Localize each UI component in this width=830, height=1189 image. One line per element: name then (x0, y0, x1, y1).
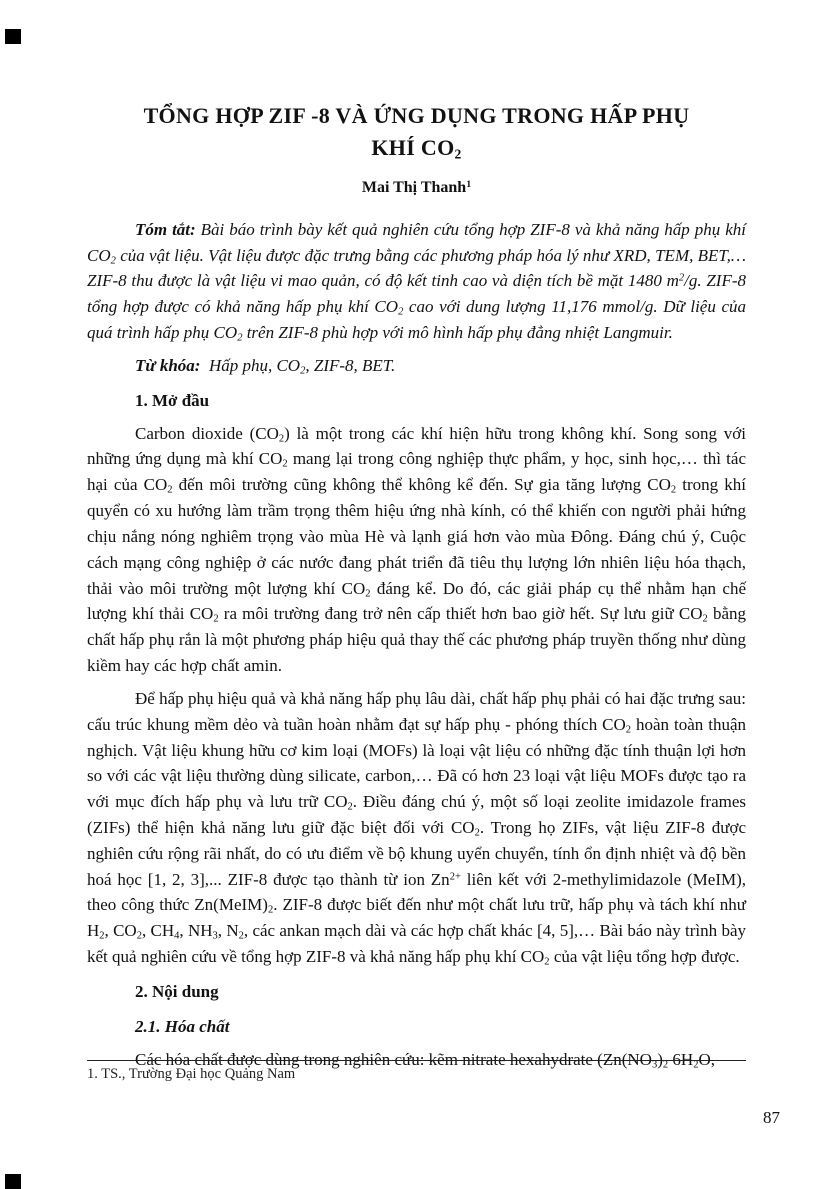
abstract (87, 217, 746, 346)
keywords (87, 353, 746, 379)
paragraph-1: Carbon dioxide $(CO_2)$ là một trong các khí hiện hữu trong không khí. Song song với những ứng dụng mà khí $CO_2$ mang lại trong công nghiệp thực phẩm, y học, sinh học,… thì tác hại của $CO_2$ đến môi trường cũng không thể không kể đến. Sự gia tăng lượng $CO_2$ trong khí quyển có xu hướng làm trầm trọng thêm hiệu ứng nhà kính, có thể khiến con người phải hứng chịu nắng nóng nghiêm trọng vào mùa Hè và lạnh giá hơn vào mùa Đông. Đáng chú ý, Cuộc cách mạng công nghiệp ở các nước đang phát triển đã tiêu thụ lượng lớn nhiên liệu hóa thạch, thải vào môi trường một lượng khí $CO_2$ đáng kể. Do đó, các giải pháp cụ thể nhằm hạn chế lượng khí thải $CO_2$ ra môi trường đang trở nên cấp thiết hơn bao giờ hết. Sự lưu giữ $CO_2$ bằng chất hấp phụ rắn là một phương pháp hiệu quả thay thế các phương pháp truyền thống như dùng kiềm hay các hợp chất amin. (87, 423, 747, 676)
keywords-label: Từ khóa: (135, 355, 201, 375)
abstract-text: Bài báo trình bày kết quả nghiên cứu tổng hợp ZIF-8 và khả năng hấp phụ khí $CO_2$ của vật liệu. Vật liệu được đặc trưng bằng các phương pháp hóa lý như XRD, TEM, BET,… ZIF-8 thu được là vật liệu vi mao quản, có độ kết tinh cao và diện tích bề mặt 1480 $m^2/g$. ZIF-8 tổng hợp được có khả năng hấp phụ khí $CO_2$ cao với dung lượng 11,176 mmol/g. Dữ liệu của quá trình hấp phụ $CO_2$ trên ZIF-8 phù hợp với mô hình hấp phụ đẳng nhiệt Langmuir. (87, 219, 747, 344)
print-registration-mark-bottom (5, 1174, 21, 1189)
footnote-text: 1. TS., Trường Đại học Quảng Nam (87, 1066, 296, 1082)
section-heading-1: 1. Mở đầu (135, 390, 210, 410)
article (87, 100, 746, 1072)
author-name: Mai Thị Thanh$^1$ (361, 178, 472, 196)
paragraph-3: Các hóa chất được dùng trong nghiên cứu: kẽm nitrate hexahydrate ($Zn(NO_3)_2$ $6H_2O$, (135, 1049, 715, 1071)
article-title-line2: KHÍ $CO_2$ (371, 134, 462, 162)
article-title-line1: TỔNG HỢP ZIF -8 VÀ ỨNG DỤNG TRONG HẤP PHỤ (143, 103, 690, 128)
keywords-text: Hấp phụ, $CO_2$, ZIF-8, BET. (208, 355, 396, 377)
article-title (87, 100, 746, 164)
section-heading-2: 2. Nội dung (135, 981, 219, 1001)
print-registration-mark-top (5, 29, 21, 44)
footnote-area (87, 1060, 746, 1083)
section-heading-2-1: 2.1. Hóa chất (135, 1016, 230, 1036)
abstract-label: Tóm tắt: (135, 219, 196, 239)
paragraph-2: Để hấp phụ hiệu quả và khả năng hấp phụ lâu dài, chất hấp phụ phải có hai đặc trưng sau: cấu trúc khung mềm dẻo và tuần hoàn nhằm đạt sự hấp phụ - phóng thích $CO_2$ hoàn toàn thuận nghịch. Vật liệu khung hữu cơ kim loại (MOFs) là loại vật liệu có những đặc tính thuận lợi hơn so với các vật liệu thường dùng silicate, carbon,… Đã có hơn 23 loại vật liệu MOFs được tạo ra với mục đích hấp phụ và lưu trữ $CO_2$. Điều đáng chú ý, một số loại zeolite imidazole frames (ZIFs) thể hiện khả năng lưu giữ đặc biệt đối với $CO_2$. Trong họ ZIFs, vật liệu ZIF-8 được nghiên cứu rộng rãi nhất, do có ưu điểm về bộ khung uyển chuyển, tính ổn định nhiệt và độ bền hoá học [1, 2, 3],... ZIF-8 được tạo thành từ ion $Zn^{2+}$ liên kết với 2-methylimidazole (MeIM), theo công thức $Zn(MeIM)_2$. ZIF-8 được biết đến như một chất lưu trữ, hấp phụ và tách khí như $H_2$, $CO_2$, $CH_4$, $NH_3$, $N_2$, các ankan mạch dài và các hợp chất khác [4, 5],… Bài báo này trình bày kết quả nghiên cứu về tổng hợp ZIF-8 và khả năng hấp phụ khí $CO_2$ của vật liệu tổng hợp được. (87, 688, 747, 968)
page-number: 87 (763, 1108, 780, 1127)
